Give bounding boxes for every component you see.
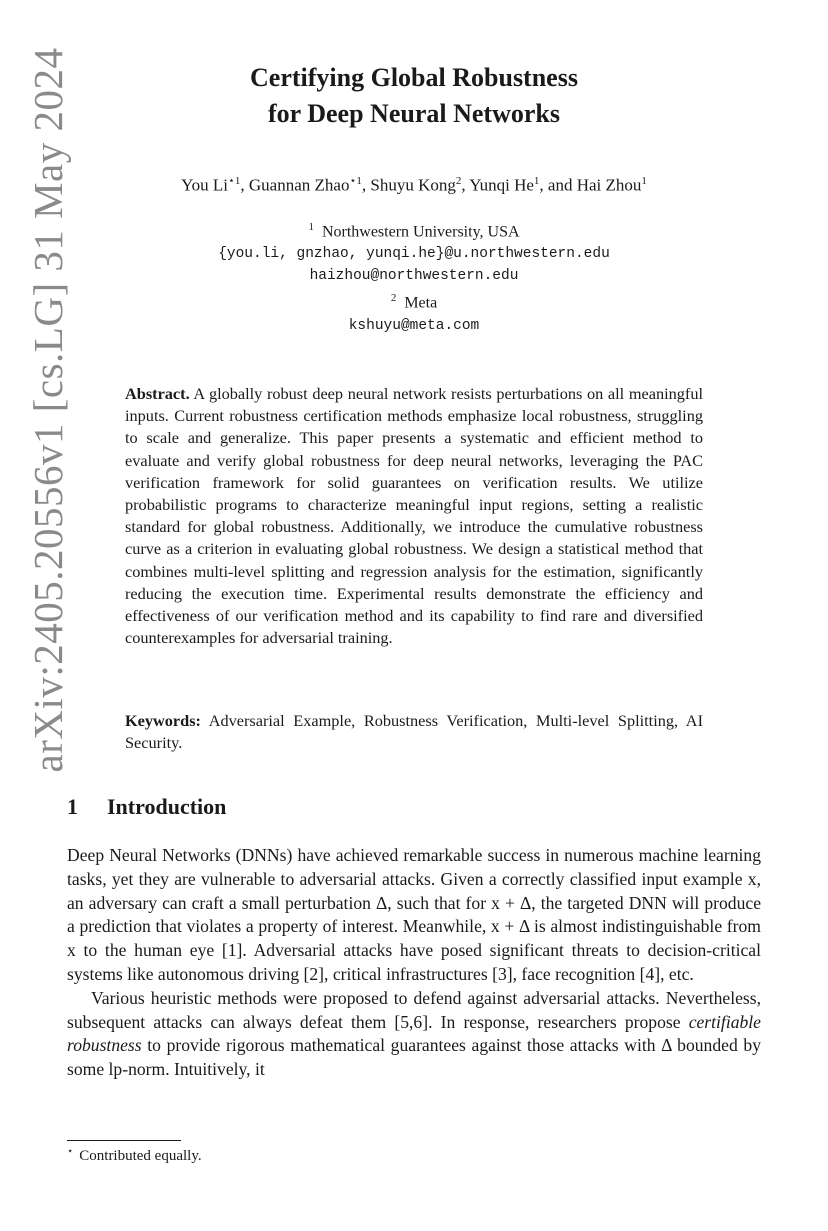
author-list: You $Li^{⋆1}$, Guannan Zhao$^{⋆1}$, Shuyu Kong$^2$, Yunqi He$^1$, and Hai Zhou$^1$ bbox=[181, 175, 647, 195]
title-line-1: Certifying Global Robustness bbox=[250, 63, 578, 92]
author-name: Shuyu Kong bbox=[370, 175, 456, 195]
keywords-text: Adversarial Example, Robustness Verification, Multi-level Splitting, AI Security. bbox=[125, 711, 703, 753]
footnote-rule bbox=[67, 1140, 181, 1141]
body-paragraph-2: Various heuristic methods were proposed to defend against adversarial attacks. Nevertheless, subsequent attacks can always defeat them [5,6]. In response, researchers propose certifiable robustness to provide rigorous mathematical guarantees against those attacks with Δ bounded by some lp-norm. Intuitively, it bbox=[67, 987, 761, 1080]
abstract-text: A globally robust deep neural network resists perturbations on all meaningful inputs. Current robustness certification methods emphasize local robustness, struggling to scale and generalize. This paper presents a systematic and efficient method to evaluate and verify global robustness for deep neural networks, leveraging the PAC verification framework for solid guarantees on verification results. We utilize probabilistic programs to characterize meaningful input regions, setting a realistic standard for global robustness. Additionally, we introduce the cumulative robustness curve as a criterion in evaluating global robustness. We design a statistical method that combines multi-level splitting and regression analysis for the estimation, significantly reducing the execution time. Experimental results demonstrate the efficiency and effectiveness of our verification method and its capability to find rare and diversified counterexamples for adversarial training. bbox=[125, 384, 704, 648]
author-affil-mark: ⋆1 bbox=[349, 175, 362, 187]
arxiv-identifier-stamp bbox=[18, 40, 78, 780]
affiliations bbox=[80, 216, 748, 337]
body-paragraph-1: Deep Neural Networks (DNNs) have achieved remarkable success in numerous machine learning tasks, yet they are vulnerable to adversarial attacks. Given a correctly classified input example x, an adversary can craft a small perturbation Δ, such that for x + Δ, the targeted DNN will produce a prediction that violates a property of interest. Meanwhile, x + Δ is almost indistinguishable from x to the human eye [1]. Adversarial attacks have posed significant threats to decision-critical systems like autonomous driving [2], critical infrastructures [3], face recognition [4], etc. bbox=[67, 845, 761, 984]
affiliation-2: $^2$ Meta bbox=[390, 292, 438, 312]
footnote-text: Contributed equally. bbox=[79, 1148, 202, 1164]
keywords bbox=[125, 710, 703, 754]
affiliation-1: $^1$ Northwestern University, USA bbox=[308, 221, 520, 241]
section-heading bbox=[67, 794, 226, 820]
author-affil-mark: ⋆1 bbox=[228, 175, 241, 187]
author-name: and Hai Zhou bbox=[547, 175, 642, 195]
footnote-mark: ⋆ bbox=[67, 1146, 74, 1157]
section-number: 1 bbox=[67, 794, 78, 819]
abstract bbox=[125, 383, 703, 649]
email-line-3: kshuyu@meta.com bbox=[348, 317, 480, 334]
footnote bbox=[67, 1146, 202, 1165]
title-line-2: for Deep Neural Networks bbox=[268, 99, 560, 128]
keywords-label: Keywords: bbox=[125, 711, 201, 730]
author-affil-mark: 1 bbox=[533, 175, 540, 187]
body-text bbox=[67, 844, 761, 1082]
abstract-label: Abstract. bbox=[125, 384, 190, 403]
author-name: Yunqi He bbox=[469, 175, 534, 195]
author-name: Guannan Zhao bbox=[248, 175, 350, 195]
author-name: You Li bbox=[181, 175, 229, 195]
author-affil-mark: 1 bbox=[641, 175, 647, 187]
email-line-2: haizhou@northwestern.edu bbox=[309, 268, 519, 285]
email-line-1: {you.li, gnzhao, yunqi.he}@u.northwestern.edu bbox=[218, 246, 610, 263]
arxiv-stamp-text: arXiv:2405.20556v1 [cs.LG] 31 May 2024 bbox=[25, 47, 71, 773]
section-title: Introduction bbox=[107, 794, 227, 819]
paper-title bbox=[100, 60, 728, 132]
author-affil-mark: 2 bbox=[455, 175, 462, 187]
emphasis-text: certifiable robustness bbox=[67, 1011, 761, 1056]
